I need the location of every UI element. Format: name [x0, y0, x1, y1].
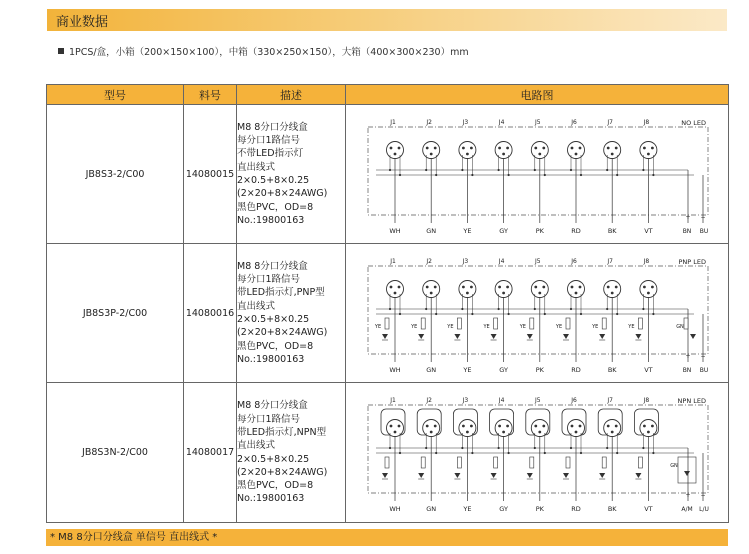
- pin-dot: [542, 147, 545, 150]
- desc-line: M8 8分口分线盒: [237, 121, 308, 133]
- spec-table: [46, 84, 729, 523]
- polarity-minus: −: [700, 492, 706, 499]
- pin-dot: [506, 147, 509, 150]
- model-cell: JB8S3N-2/C00: [47, 383, 184, 523]
- wire-color-label: PK: [535, 227, 544, 235]
- led-icon: [527, 473, 533, 478]
- pin-dot: [498, 425, 501, 428]
- m8-connector-icon: [568, 142, 585, 159]
- led-icon: [599, 334, 605, 339]
- resistor-icon: [421, 457, 425, 468]
- pin-dot: [615, 147, 618, 150]
- resistor-icon: [421, 318, 425, 329]
- header-part: 料号: [184, 85, 237, 105]
- pin-dot: [643, 147, 646, 150]
- footer-text: * M8 8分口分线盒 单信号 直出线式 *: [50, 532, 218, 543]
- pin-dot: [434, 425, 437, 428]
- pin-dot: [571, 286, 574, 289]
- pin-dot: [534, 425, 537, 428]
- pin-dot: [462, 286, 465, 289]
- desc-line: 黑色PVC，OD=8: [237, 201, 314, 213]
- pin-dot: [506, 425, 509, 428]
- m8-connector-icon: [387, 281, 404, 298]
- wire-color-label: RD: [571, 366, 581, 374]
- header-desc: 描述: [237, 85, 346, 105]
- wire-color-label: BU: [699, 228, 709, 235]
- resistor-icon: [566, 318, 570, 329]
- port-label: J6: [571, 119, 577, 126]
- desc-line: 直出线式: [237, 161, 276, 173]
- wire-color-label: RD: [571, 505, 581, 513]
- desc-cell: [237, 105, 346, 244]
- led-icon: [563, 473, 569, 478]
- m8-connector-icon: [423, 420, 440, 437]
- led-icon: [454, 334, 460, 339]
- pin-dot: [394, 153, 397, 156]
- header-circuit: 电路图: [346, 85, 729, 105]
- port-label: J5: [535, 119, 541, 126]
- led-icon: [382, 473, 388, 478]
- pin-dot: [579, 147, 582, 150]
- part-cell: 14080017: [184, 383, 237, 523]
- led-icon: [491, 334, 497, 339]
- pin-dot: [470, 425, 473, 428]
- wire-color-label: A/M: [681, 506, 693, 513]
- polarity-minus: −: [700, 353, 706, 360]
- wire-color-label: BU: [699, 367, 709, 374]
- footer-bar: [46, 529, 728, 546]
- led-icon: [491, 473, 497, 478]
- pin-dot: [538, 153, 541, 156]
- pin-dot: [611, 292, 614, 295]
- desc-line: 直出线式: [237, 300, 276, 312]
- wire-color-label: GN: [426, 227, 437, 235]
- port-label: J3: [462, 119, 469, 126]
- pin-dot: [426, 425, 429, 428]
- led-color-label: YE: [592, 324, 599, 330]
- port-label: J2: [426, 258, 432, 265]
- desc-line: No.:19800163: [237, 353, 305, 365]
- m8-connector-icon: [604, 420, 621, 437]
- led-icon: [599, 473, 605, 478]
- port-label: J3: [462, 258, 469, 265]
- pin-dot: [466, 431, 469, 434]
- pin-dot: [506, 286, 509, 289]
- pin-dot: [470, 147, 473, 150]
- port-label: J2: [426, 119, 432, 126]
- m8-connector-icon: [495, 281, 512, 298]
- table-row: [47, 383, 729, 523]
- pin-dot: [502, 431, 505, 434]
- m8-connector-icon: [531, 142, 548, 159]
- pin-dot: [647, 431, 650, 434]
- wire-color-label: VT: [644, 227, 653, 235]
- pin-dot: [538, 431, 541, 434]
- pin-dot: [538, 292, 541, 295]
- packaging-info: [58, 44, 469, 58]
- diagram-frame: [368, 266, 708, 354]
- pin-dot: [398, 147, 401, 150]
- desc-line: 2×0.5+8×0.25: [237, 175, 310, 186]
- resistor-icon: [638, 457, 642, 468]
- m8-connector-icon: [568, 281, 585, 298]
- m8-connector-icon: [568, 420, 585, 437]
- polarity-minus: −: [700, 214, 706, 221]
- desc-line: 直出线式: [237, 440, 276, 452]
- resistor-icon: [457, 318, 461, 329]
- part-cell: 14080015: [184, 105, 237, 244]
- pin-dot: [434, 147, 437, 150]
- pin-dot: [542, 425, 545, 428]
- desc-line: 2×0.5+8×0.25: [237, 314, 310, 325]
- led-color-label: YE: [374, 324, 382, 330]
- port-label: J4: [498, 119, 505, 126]
- led-color-label: GN: [670, 463, 678, 469]
- pin-dot: [390, 425, 393, 428]
- pin-dot: [434, 286, 437, 289]
- resistor-icon: [530, 318, 534, 329]
- pin-dot: [390, 286, 393, 289]
- resistor-icon: [684, 318, 688, 329]
- diagram-frame: [368, 127, 708, 215]
- pin-dot: [394, 431, 397, 434]
- resistor-icon: [638, 318, 642, 329]
- diagram-label: NO LED: [681, 119, 706, 127]
- table-row: [47, 244, 729, 383]
- desc-line: (2×20+8×24AWG): [237, 466, 328, 478]
- power-led-icon: [684, 471, 690, 476]
- port-label: J4: [498, 258, 505, 265]
- port-label: J7: [607, 119, 613, 126]
- circuit-cell: [346, 105, 729, 244]
- pin-dot: [651, 425, 654, 428]
- led-icon: [527, 334, 533, 339]
- wire-color-label: PK: [535, 366, 544, 374]
- port-label: J3: [462, 397, 469, 404]
- port-label: J7: [607, 258, 613, 265]
- polarity-plus: +: [685, 492, 691, 499]
- diagram-label: PNP LED: [678, 258, 706, 266]
- diagram-label: NPN LED: [677, 397, 706, 405]
- pin-dot: [651, 147, 654, 150]
- wire-color-label: BK: [607, 227, 617, 235]
- led-color-label: YE: [411, 324, 418, 330]
- pin-dot: [647, 153, 650, 156]
- pin-dot: [579, 286, 582, 289]
- wire-color-label: YE: [463, 505, 472, 513]
- power-led-icon: [690, 334, 696, 339]
- pin-dot: [430, 153, 433, 156]
- section-title: 商业数据: [56, 15, 109, 30]
- m8-connector-icon: [604, 142, 621, 159]
- port-label: J5: [535, 258, 541, 265]
- desc-line: 带LED指示灯,PNP型: [237, 287, 325, 299]
- led-color-label: GN: [676, 324, 684, 330]
- led-icon: [418, 334, 424, 339]
- m8-connector-icon: [459, 420, 476, 437]
- wire-color-label: BN: [682, 367, 692, 374]
- wire-color-label: GN: [426, 366, 437, 374]
- m8-connector-icon: [495, 142, 512, 159]
- desc-line: 每分口1路信号: [237, 413, 301, 425]
- desc-cell: [237, 244, 346, 383]
- bullet-square-icon: [58, 48, 64, 54]
- pin-dot: [502, 153, 505, 156]
- port-label: J2: [426, 397, 432, 404]
- pin-dot: [542, 286, 545, 289]
- wire-color-label: WH: [389, 366, 401, 374]
- power-indicator-box: [678, 457, 696, 483]
- led-icon: [635, 334, 641, 339]
- pin-dot: [643, 286, 646, 289]
- pin-dot: [466, 292, 469, 295]
- m8-connector-icon: [640, 281, 657, 298]
- pin-dot: [398, 286, 401, 289]
- model-cell: JB8S3-2/C00: [47, 105, 184, 244]
- desc-line: No.:19800163: [237, 493, 305, 505]
- led-color-label: YE: [555, 324, 563, 330]
- pin-dot: [607, 425, 610, 428]
- circuit-diagram-npn-led: [346, 383, 729, 522]
- resistor-icon: [457, 457, 461, 468]
- desc-line: 黑色PVC，OD=8: [237, 480, 314, 492]
- port-label: J4: [498, 397, 505, 404]
- pin-dot: [466, 153, 469, 156]
- pin-dot: [470, 286, 473, 289]
- led-icon: [418, 473, 424, 478]
- pin-dot: [615, 425, 618, 428]
- desc-line: No.:19800163: [237, 214, 305, 226]
- led-icon: [454, 473, 460, 478]
- desc-line: 不带LED指示灯: [237, 148, 304, 160]
- pin-dot: [611, 431, 614, 434]
- pin-dot: [643, 425, 646, 428]
- led-color-label: YE: [447, 324, 454, 330]
- wire-color-label: L/U: [699, 506, 709, 513]
- port-label: J6: [571, 397, 577, 404]
- wire-color-label: WH: [389, 505, 401, 513]
- m8-connector-icon: [387, 420, 404, 437]
- resistor-icon: [602, 318, 606, 329]
- packaging-text: 1PCS/盒，小箱（200×150×100），中箱（330×250×150），大箱（400×300×230）mm: [69, 47, 469, 58]
- port-label: J8: [643, 119, 650, 126]
- pin-dot: [498, 286, 501, 289]
- resistor-icon: [385, 318, 389, 329]
- led-color-label: YE: [519, 324, 526, 330]
- led-icon: [635, 473, 641, 478]
- pin-dot: [575, 431, 578, 434]
- wire-color-label: GY: [499, 505, 508, 513]
- m8-connector-icon: [604, 281, 621, 298]
- wire-color-label: BK: [607, 366, 617, 374]
- desc-line: M8 8分口分线盒: [237, 260, 308, 272]
- pin-dot: [579, 425, 582, 428]
- m8-connector-icon: [459, 281, 476, 298]
- pin-dot: [498, 147, 501, 150]
- wire-color-label: YE: [463, 227, 472, 235]
- desc-line: 黑色PVC，OD=8: [237, 340, 314, 352]
- pin-dot: [390, 147, 393, 150]
- wire-color-label: BN: [682, 228, 692, 235]
- wire-color-label: VT: [644, 366, 653, 374]
- port-label: J5: [535, 397, 541, 404]
- desc-line: 2×0.5+8×0.25: [237, 453, 310, 465]
- circuit-diagram-no-led: [346, 105, 729, 243]
- wire-color-label: RD: [571, 227, 581, 235]
- pin-dot: [607, 147, 610, 150]
- pin-dot: [575, 153, 578, 156]
- wire-color-label: PK: [535, 505, 544, 513]
- pin-dot: [502, 292, 505, 295]
- pin-dot: [462, 425, 465, 428]
- pin-dot: [426, 286, 429, 289]
- resistor-icon: [494, 457, 498, 468]
- port-label: J8: [643, 397, 650, 404]
- section-title-bar: [47, 9, 727, 31]
- m8-connector-icon: [423, 281, 440, 298]
- model-cell: JB8S3P-2/C00: [47, 244, 184, 383]
- port-label: J1: [390, 119, 396, 126]
- pin-dot: [430, 292, 433, 295]
- m8-connector-icon: [387, 142, 404, 159]
- led-color-label: YE: [628, 324, 635, 330]
- desc-line: M8 8分口分线盒: [237, 400, 308, 412]
- m8-connector-icon: [531, 420, 548, 437]
- wire-color-label: VT: [644, 505, 653, 513]
- diagram-frame: [368, 405, 708, 493]
- resistor-icon: [566, 457, 570, 468]
- port-label: J7: [607, 397, 613, 404]
- table-header-row: [47, 85, 729, 105]
- wire-color-label: GY: [499, 227, 508, 235]
- led-icon: [563, 334, 569, 339]
- port-label: J1: [390, 397, 396, 404]
- circuit-cell: [346, 244, 729, 383]
- m8-connector-icon: [640, 142, 657, 159]
- port-label: J8: [643, 258, 650, 265]
- pin-dot: [426, 147, 429, 150]
- pin-dot: [651, 286, 654, 289]
- pin-dot: [398, 425, 401, 428]
- part-cell: 14080016: [184, 244, 237, 383]
- wire-color-label: GN: [426, 505, 437, 513]
- resistor-icon: [530, 457, 534, 468]
- pin-dot: [462, 147, 465, 150]
- pin-dot: [571, 147, 574, 150]
- polarity-plus: +: [685, 214, 691, 221]
- pin-dot: [647, 292, 650, 295]
- pin-dot: [571, 425, 574, 428]
- desc-line: 每分口1路信号: [237, 274, 301, 286]
- pin-dot: [607, 286, 610, 289]
- desc-line: 每分口1路信号: [237, 135, 301, 147]
- pin-dot: [534, 147, 537, 150]
- m8-connector-icon: [495, 420, 512, 437]
- pin-dot: [575, 292, 578, 295]
- polarity-plus: +: [685, 353, 691, 360]
- port-label: J1: [390, 258, 396, 265]
- resistor-icon: [602, 457, 606, 468]
- wire-color-label: WH: [389, 227, 401, 235]
- table-row: [47, 105, 729, 244]
- m8-connector-icon: [423, 142, 440, 159]
- port-label: J6: [571, 258, 577, 265]
- wire-color-label: GY: [499, 366, 508, 374]
- m8-connector-icon: [531, 281, 548, 298]
- m8-connector-icon: [640, 420, 657, 437]
- resistor-icon: [494, 318, 498, 329]
- wire-color-label: YE: [463, 366, 472, 374]
- desc-cell: [237, 383, 346, 523]
- led-color-label: YE: [483, 324, 490, 330]
- wire-color-label: BK: [607, 505, 617, 513]
- desc-line: (2×20+8×24AWG): [237, 327, 328, 339]
- pin-dot: [615, 286, 618, 289]
- pin-dot: [394, 292, 397, 295]
- pin-dot: [430, 431, 433, 434]
- m8-connector-icon: [459, 142, 476, 159]
- circuit-diagram-pnp-led: [346, 244, 729, 382]
- header-model: 型号: [47, 85, 184, 105]
- led-icon: [382, 334, 388, 339]
- circuit-cell: [346, 383, 729, 523]
- desc-line: 带LED指示灯,NPN型: [237, 426, 327, 438]
- resistor-icon: [385, 457, 389, 468]
- desc-line: (2×20+8×24AWG): [237, 188, 328, 200]
- pin-dot: [534, 286, 537, 289]
- pin-dot: [611, 153, 614, 156]
